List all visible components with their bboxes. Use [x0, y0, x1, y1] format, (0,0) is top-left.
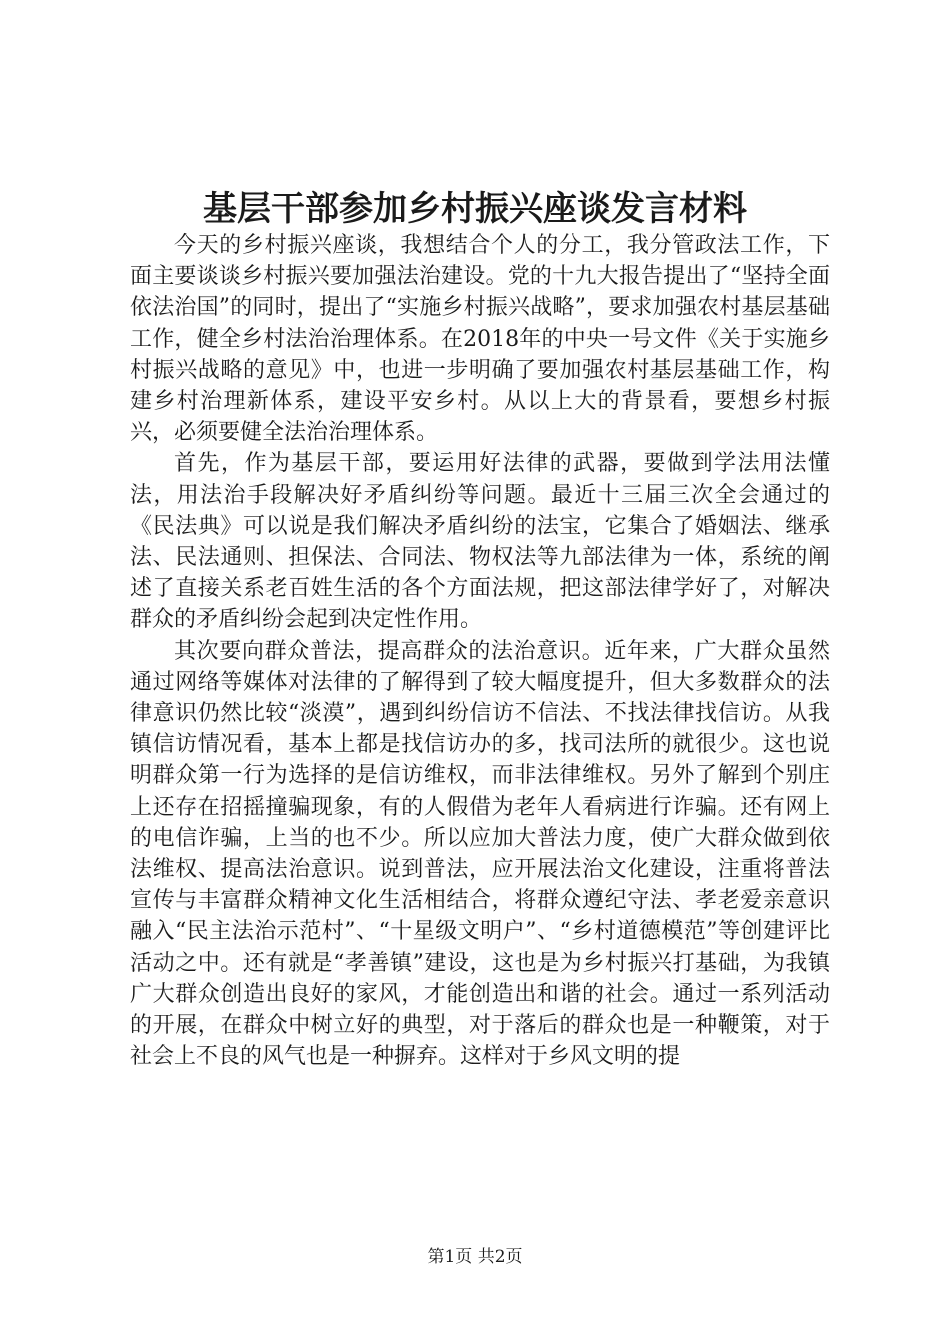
document-body [130, 230, 830, 1072]
paragraph: 首先，作为基层干部，要运用好法律的武器，要做到学法用法懂法，用法治手段解决好矛盾纠纷等问题。最近十三届三次全会通过的《民法典》可以说是我们解决矛盾纠纷的法宝，它集合了婚姻法、继承法、民法通则、担保法、合同法、物权法等九部法律为一体，系统的阐述了直接关系老百姓生活的各个方面法规，把这部法律学好了，对解决群众的矛盾纠纷会起到决定性作用。 [130, 451, 830, 633]
paragraph: 今天的乡村振兴座谈，我想结合个人的分工，我分管政法工作，下面主要谈谈乡村振兴要加强法治建设。党的十九大报告提出了“坚持全面依法治国”的同时，提出了“实施乡村振兴战略”，要求加强农村基层基础工作，健全乡村法治治理体系。在2018年的中央一号文件《关于实施乡村振兴战略的意见》中，也进一步明确了要加强农村基层基础工作，构建乡村治理新体系，建设平安乡村。从以上大的背景看，要想乡村振兴，必须要健全法治治理体系。 [130, 233, 830, 446]
document-title: 基层干部参加乡村振兴座谈发言材料 [203, 189, 747, 229]
page-footer: 第1页 共2页 [427, 1247, 523, 1267]
paragraph: 其次要向群众普法，提高群众的法治意识。近年来，广大群众虽然通过网络等媒体对法律的了解得到了较大幅度提升，但大多数群众的法律意识仍然比较“淡漠”，遇到纠纷信访不信法、不找法律找信访。从我镇信访情况看，基本上都是找信访办的多，找司法所的就很少。这也说明群众第一行为选择的是信访维权，而非法律维权。另外了解到个别庄上还存在招摇撞骗现象，有的人假借为老年人看病进行诈骗。还有网上的电信诈骗，上当的也不少。所以应加大普法力度，使广大群众做到依法维权、提高法治意识。说到普法，应开展法治文化建设，注重将普法宣传与丰富群众精神文化生活相结合，将群众遵纪守法、孝老爱亲意识融入“民主法治示范村”、“十星级文明户”、“乡村道德模范”等创建评比活动之中。还有就是“孝善镇”建设，这也是为乡村振兴打基础，为我镇广大群众创造出良好的家风，才能创造出和谐的社会。通过一系列活动的开展，在群众中树立好的典型，对于落后的群众也是一种鞭策，对于社会上不良的风气也是一种摒弃。这样对于乡风文明的提 [130, 638, 830, 1070]
